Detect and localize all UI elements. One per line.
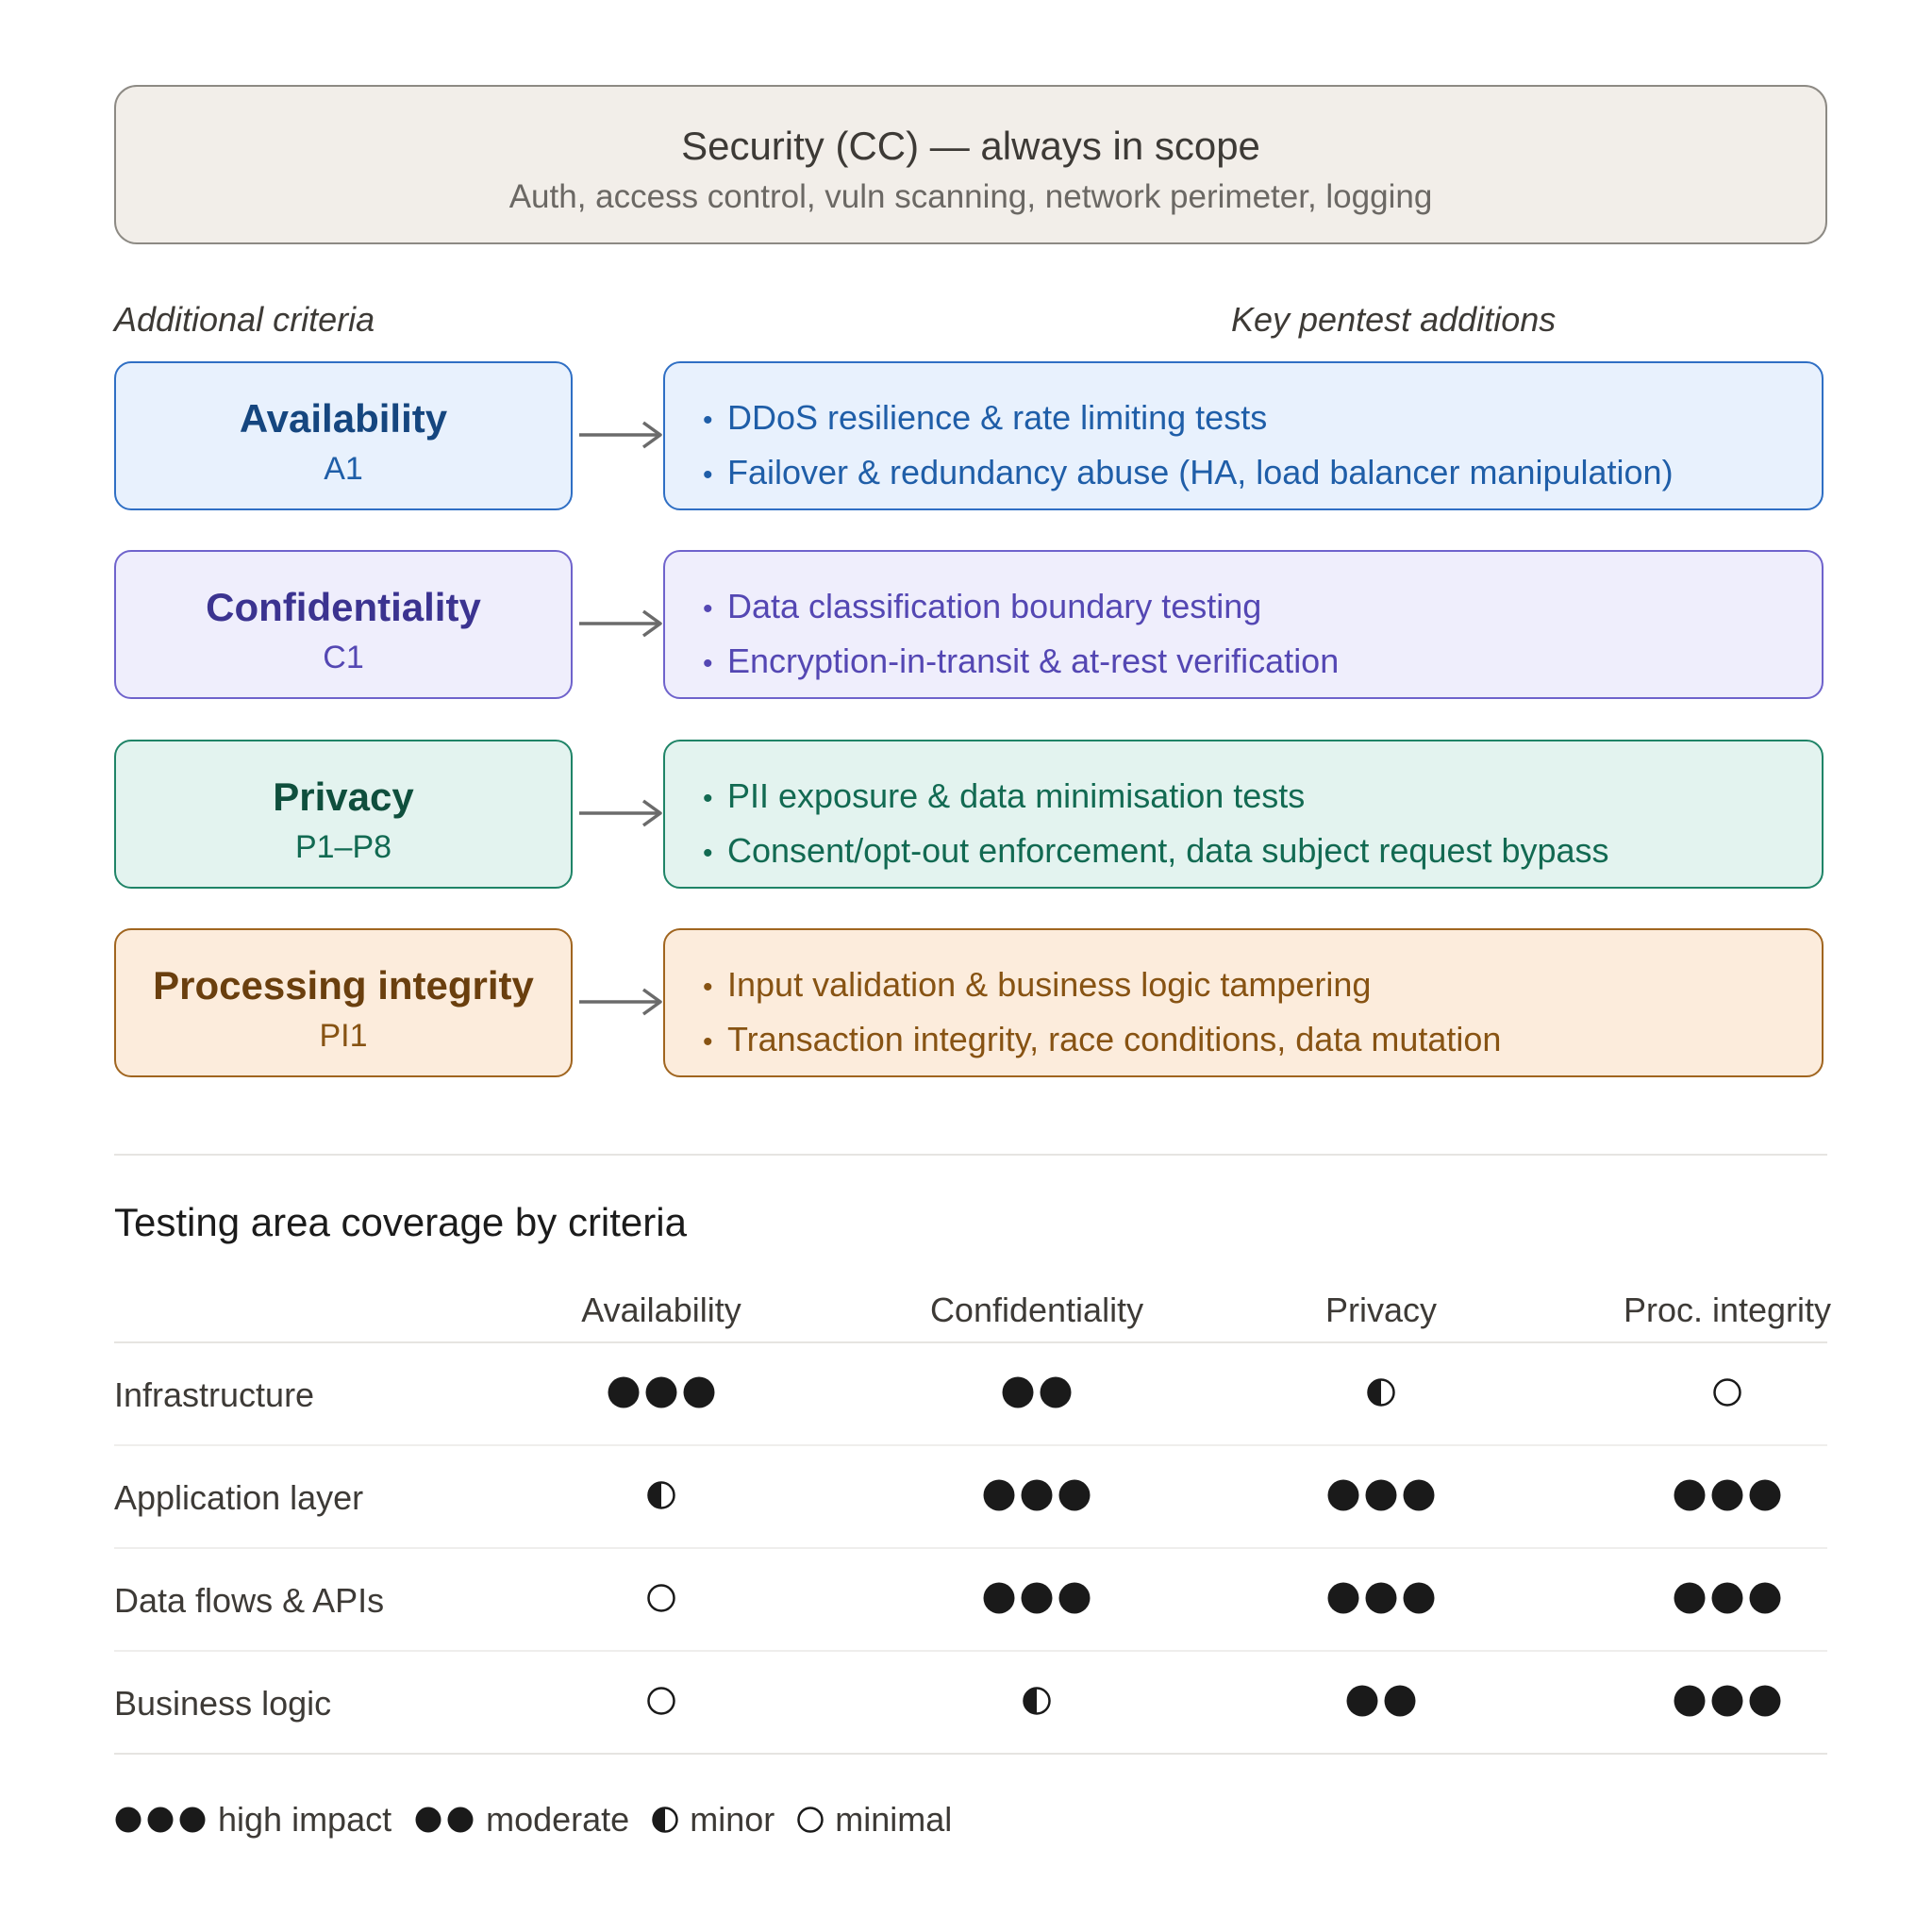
row-label: Business logic bbox=[114, 1684, 332, 1723]
filled-dot-icon bbox=[1748, 1581, 1782, 1615]
empty-dot-icon bbox=[1713, 1378, 1741, 1407]
pentest-additions-label: Key pentest additions bbox=[1231, 300, 1557, 339]
coverage-cell bbox=[647, 1680, 675, 1722]
column-header: Availability bbox=[581, 1291, 741, 1329]
coverage-cell bbox=[1673, 1680, 1782, 1722]
pentest-addition-text: DDoS resilience & rate limiting tests bbox=[727, 398, 1268, 437]
filled-dot-icon bbox=[1364, 1478, 1398, 1512]
filled-dot-icon bbox=[146, 1806, 175, 1834]
filled-dot-icon bbox=[1710, 1684, 1744, 1718]
bullet-icon: • bbox=[703, 648, 713, 679]
legend-label: high impact bbox=[218, 1800, 392, 1839]
pentest-addition-item bbox=[703, 580, 1822, 635]
pentest-addition-item bbox=[703, 635, 1822, 690]
bullet-icon: • bbox=[703, 459, 713, 491]
filled-dot-icon bbox=[1058, 1478, 1091, 1512]
criteria-row bbox=[0, 928, 1932, 1077]
coverage-cell bbox=[1023, 1680, 1051, 1722]
empty-dot-icon bbox=[647, 1584, 675, 1612]
coverage-legend bbox=[114, 1800, 963, 1840]
legend-symbol bbox=[114, 1806, 207, 1834]
arrow-right-icon bbox=[575, 983, 666, 1021]
pentest-addition-text: Transaction integrity, race conditions, data mutation bbox=[727, 1020, 1502, 1058]
filled-dot-icon bbox=[1364, 1581, 1398, 1615]
criterion-code: A1 bbox=[324, 451, 363, 488]
coverage-cell bbox=[1673, 1474, 1782, 1516]
coverage-title: Testing area coverage by criteria bbox=[114, 1200, 687, 1244]
filled-dot-icon bbox=[1020, 1478, 1054, 1512]
pentest-addition-item bbox=[703, 446, 1822, 501]
pentest-additions-box bbox=[663, 928, 1824, 1077]
criterion-box bbox=[114, 740, 573, 889]
additional-criteria-label: Additional criteria bbox=[114, 300, 375, 339]
filled-dot-icon bbox=[682, 1375, 716, 1409]
filled-dot-icon bbox=[1402, 1581, 1436, 1615]
pentest-addition-text: PII exposure & data minimisation tests bbox=[727, 776, 1306, 815]
criterion-box bbox=[114, 928, 573, 1077]
criteria-row bbox=[0, 740, 1932, 889]
half-dot-icon bbox=[652, 1807, 678, 1833]
pentest-addition-text: Encryption-in-transit & at-rest verification bbox=[727, 641, 1340, 680]
filled-dot-icon bbox=[1673, 1684, 1707, 1718]
coverage-cell bbox=[1326, 1577, 1436, 1619]
coverage-cell bbox=[1367, 1372, 1395, 1413]
coverage-cell bbox=[1001, 1372, 1073, 1413]
pentest-addition-item bbox=[703, 824, 1822, 879]
pentest-additions-box bbox=[663, 361, 1824, 510]
filled-dot-icon bbox=[1402, 1478, 1436, 1512]
security-subtitle: Auth, access control, vuln scanning, network perimeter, logging bbox=[508, 178, 1433, 216]
coverage-cell bbox=[982, 1577, 1091, 1619]
coverage-cell bbox=[1326, 1474, 1436, 1516]
legend-symbol bbox=[414, 1806, 475, 1834]
coverage-table-body bbox=[114, 1343, 1827, 1755]
filled-dot-icon bbox=[1710, 1581, 1744, 1615]
filled-dot-icon bbox=[178, 1806, 207, 1834]
coverage-cell bbox=[1713, 1372, 1741, 1413]
pentest-additions-box bbox=[663, 550, 1824, 699]
criterion-code: PI1 bbox=[319, 1018, 368, 1055]
filled-dot-icon bbox=[1326, 1478, 1360, 1512]
coverage-cell bbox=[1345, 1680, 1417, 1722]
legend-label: moderate bbox=[486, 1800, 630, 1839]
security-box bbox=[114, 85, 1827, 244]
criterion-name: Confidentiality bbox=[206, 585, 481, 629]
column-header: Proc. integrity bbox=[1623, 1291, 1832, 1329]
column-header: Privacy bbox=[1324, 1291, 1438, 1329]
arrow-right-icon bbox=[575, 794, 666, 832]
bullet-icon: • bbox=[703, 405, 713, 436]
pentest-addition-item bbox=[703, 958, 1822, 1013]
filled-dot-icon bbox=[607, 1375, 641, 1409]
criterion-box bbox=[114, 550, 573, 699]
column-header: Confidentiality bbox=[929, 1291, 1144, 1329]
coverage-table bbox=[114, 1274, 1832, 1755]
filled-dot-icon bbox=[982, 1478, 1016, 1512]
row-label: Application layer bbox=[114, 1478, 364, 1517]
filled-dot-icon bbox=[1020, 1581, 1054, 1615]
bullet-icon: • bbox=[703, 838, 713, 869]
table-row bbox=[114, 1343, 1827, 1446]
pentest-additions-box bbox=[663, 740, 1824, 889]
pentest-addition-text: Failover & redundancy abuse (HA, load balancer manipulation) bbox=[727, 453, 1674, 491]
criterion-code: P1–P8 bbox=[294, 829, 392, 866]
filled-dot-icon bbox=[1326, 1581, 1360, 1615]
coverage-cell bbox=[607, 1372, 716, 1413]
table-row bbox=[114, 1652, 1827, 1755]
pentest-addition-text: Input validation & business logic tampering bbox=[727, 965, 1372, 1004]
arrow-right-icon bbox=[575, 416, 666, 454]
legend-symbol bbox=[797, 1807, 824, 1833]
criterion-name: Availability bbox=[239, 396, 448, 441]
criteria-row bbox=[0, 361, 1932, 510]
pentest-addition-text: Consent/opt-out enforcement, data subject request bypass bbox=[727, 831, 1609, 870]
criteria-row bbox=[0, 550, 1932, 699]
filled-dot-icon bbox=[1710, 1478, 1744, 1512]
filled-dot-icon bbox=[1673, 1581, 1707, 1615]
criterion-box bbox=[114, 361, 573, 510]
filled-dot-icon bbox=[1039, 1375, 1073, 1409]
legend-label: minor bbox=[690, 1800, 775, 1839]
filled-dot-icon bbox=[1748, 1478, 1782, 1512]
row-label: Data flows & APIs bbox=[114, 1581, 385, 1620]
filled-dot-icon bbox=[446, 1806, 475, 1834]
pentest-addition-item bbox=[703, 391, 1822, 446]
row-label: Infrastructure bbox=[114, 1375, 315, 1414]
half-dot-icon bbox=[647, 1481, 675, 1509]
filled-dot-icon bbox=[414, 1806, 442, 1834]
half-dot-icon bbox=[1367, 1378, 1395, 1407]
filled-dot-icon bbox=[1673, 1478, 1707, 1512]
coverage-cell bbox=[982, 1474, 1091, 1516]
filled-dot-icon bbox=[1383, 1684, 1417, 1718]
security-title: Security (CC) — always in scope bbox=[681, 124, 1260, 168]
coverage-cell bbox=[647, 1474, 675, 1516]
bullet-icon: • bbox=[703, 593, 713, 625]
filled-dot-icon bbox=[1345, 1684, 1379, 1718]
table-row bbox=[114, 1549, 1827, 1652]
filled-dot-icon bbox=[1058, 1581, 1091, 1615]
coverage-table-header bbox=[114, 1274, 1832, 1343]
bullet-icon: • bbox=[703, 783, 713, 814]
bullet-icon: • bbox=[703, 1026, 713, 1058]
arrow-right-icon bbox=[575, 605, 666, 642]
bullet-icon: • bbox=[703, 972, 713, 1003]
legend-label: minimal bbox=[835, 1800, 953, 1839]
filled-dot-icon bbox=[1748, 1684, 1782, 1718]
coverage-cell bbox=[647, 1577, 675, 1619]
table-row bbox=[114, 1446, 1827, 1549]
pentest-addition-item bbox=[703, 1013, 1822, 1068]
coverage-cell bbox=[1673, 1577, 1782, 1619]
empty-dot-icon bbox=[647, 1687, 675, 1715]
criterion-name: Privacy bbox=[273, 774, 414, 819]
legend-symbol bbox=[652, 1807, 678, 1833]
filled-dot-icon bbox=[644, 1375, 678, 1409]
criterion-name: Processing integrity bbox=[153, 963, 534, 1008]
filled-dot-icon bbox=[982, 1581, 1016, 1615]
pentest-addition-item bbox=[703, 770, 1822, 824]
filled-dot-icon bbox=[1001, 1375, 1035, 1409]
half-dot-icon bbox=[1023, 1687, 1051, 1715]
divider bbox=[114, 1154, 1827, 1156]
empty-dot-icon bbox=[797, 1807, 824, 1833]
filled-dot-icon bbox=[114, 1806, 142, 1834]
criterion-code: C1 bbox=[323, 640, 364, 676]
pentest-addition-text: Data classification boundary testing bbox=[727, 587, 1262, 625]
